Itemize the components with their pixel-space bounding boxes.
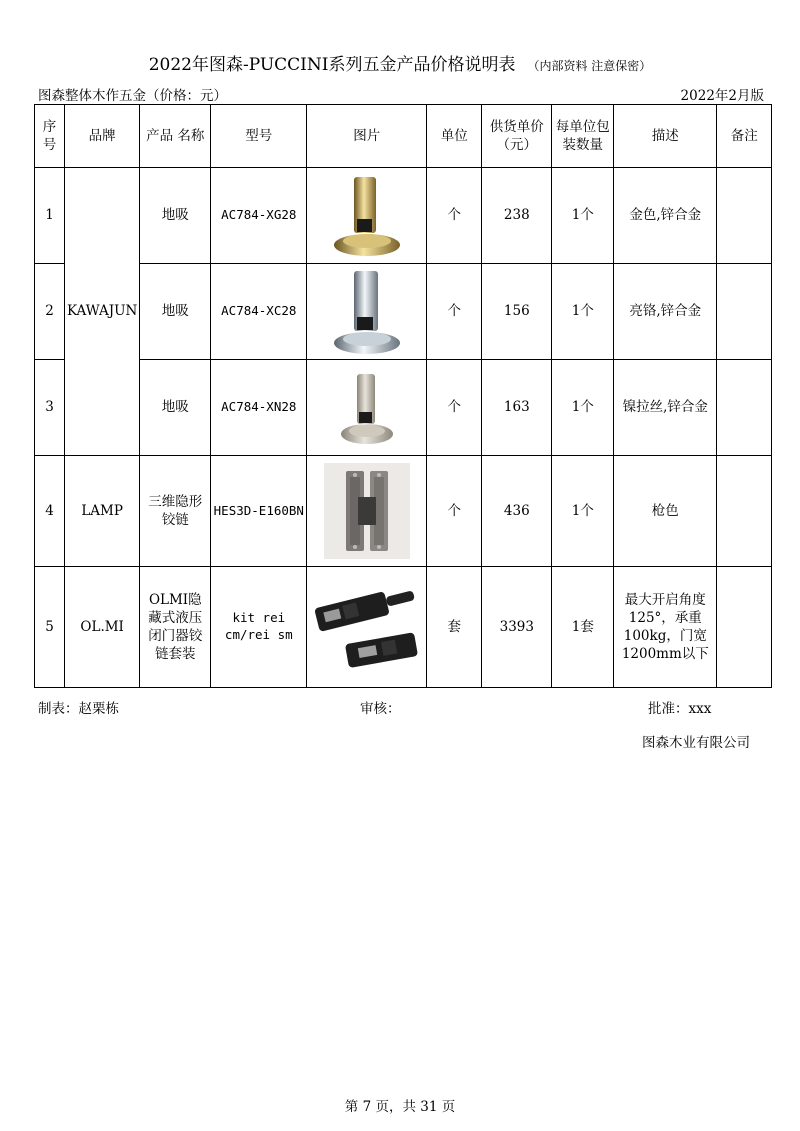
cell-desc: 金色,锌合金	[614, 168, 717, 264]
cell-remark	[717, 264, 772, 360]
cell-pack: 1个	[552, 360, 614, 456]
cell-name: 三维隐形铰链	[140, 456, 211, 567]
footer-maker: 制表：赵栗栋	[38, 701, 119, 717]
cell-pack: 1个	[552, 456, 614, 567]
cell-desc: 枪色	[614, 456, 717, 567]
cell-model: AC784-XN28	[211, 360, 307, 456]
cell-model: HES3D-E160BN	[211, 456, 307, 567]
cell-brand: OL.MI	[65, 567, 140, 688]
cell-image	[307, 168, 427, 264]
cell-index: 3	[35, 360, 65, 456]
nickel-door-stop-image	[337, 368, 397, 448]
title-text: 2022年图森-PUCCINI系列五金产品价格说明表	[148, 55, 516, 75]
cell-unit: 个	[427, 360, 482, 456]
cell-pack: 1套	[552, 567, 614, 688]
cell-remark	[717, 360, 772, 456]
table-row	[35, 168, 772, 264]
header-index: 序号	[35, 105, 65, 168]
cell-name: 地吸	[140, 264, 211, 360]
document-title	[0, 50, 800, 75]
header-row	[35, 105, 772, 168]
subtitle-left: 图森整体木作五金（价格：元）	[38, 88, 227, 104]
cell-pack: 1个	[552, 168, 614, 264]
cell-index: 5	[35, 567, 65, 688]
header-image: 图片	[307, 105, 427, 168]
cell-remark	[717, 168, 772, 264]
cell-price: 3393	[482, 567, 552, 688]
concealed-hinge-image	[324, 463, 410, 559]
cell-desc: 亮铬,锌合金	[614, 264, 717, 360]
cell-remark	[717, 567, 772, 688]
table-row	[35, 264, 772, 360]
header-pack: 每单位包装数量	[552, 105, 614, 168]
header-unit: 单位	[427, 105, 482, 168]
subtitle-right: 2022年2月版	[680, 88, 764, 104]
cell-name: OLMI隐藏式液压闭门器铰链套装	[140, 567, 211, 688]
cell-unit: 个	[427, 168, 482, 264]
cell-desc: 最大开启角度125°，承重100kg，门宽1200mm以下	[614, 567, 717, 688]
cell-image	[307, 567, 427, 688]
cell-index: 2	[35, 264, 65, 360]
cell-desc: 镍拉丝,锌合金	[614, 360, 717, 456]
cell-unit: 个	[427, 456, 482, 567]
table-row	[35, 360, 772, 456]
gold-door-stop-image	[332, 173, 402, 259]
cell-index: 4	[35, 456, 65, 567]
price-table	[34, 104, 772, 688]
footer-reviewer: 审核：	[360, 701, 401, 717]
header-model: 型号	[211, 105, 307, 168]
hydraulic-hinge-kit-image	[311, 574, 423, 680]
cell-pack: 1个	[552, 264, 614, 360]
table-row	[35, 567, 772, 688]
title-note: （内部资料 注意保密）	[527, 59, 652, 73]
chrome-door-stop-image	[332, 267, 402, 357]
cell-price: 163	[482, 360, 552, 456]
cell-brand: KAWAJUN	[65, 168, 140, 456]
cell-image	[307, 360, 427, 456]
cell-unit: 个	[427, 264, 482, 360]
cell-price: 156	[482, 264, 552, 360]
cell-model: AC784-XG28	[211, 168, 307, 264]
footer-approver: 批准：xxx	[648, 701, 712, 717]
cell-unit: 套	[427, 567, 482, 688]
header-name: 产品 名称	[140, 105, 211, 168]
page-number: 第 7 页，共 31 页	[344, 1099, 456, 1115]
header-brand: 品牌	[65, 105, 140, 168]
cell-price: 238	[482, 168, 552, 264]
header-remark: 备注	[717, 105, 772, 168]
cell-brand: LAMP	[65, 456, 140, 567]
cell-name: 地吸	[140, 360, 211, 456]
cell-remark	[717, 456, 772, 567]
cell-image	[307, 264, 427, 360]
company-name: 图森木业有限公司	[642, 735, 750, 751]
cell-price: 436	[482, 456, 552, 567]
cell-model: kit rei cm/rei sm	[211, 567, 307, 688]
cell-index: 1	[35, 168, 65, 264]
header-price: 供货单价（元）	[482, 105, 552, 168]
cell-name: 地吸	[140, 168, 211, 264]
cell-image	[307, 456, 427, 567]
table-row	[35, 456, 772, 567]
header-desc: 描述	[614, 105, 717, 168]
cell-model: AC784-XC28	[211, 264, 307, 360]
